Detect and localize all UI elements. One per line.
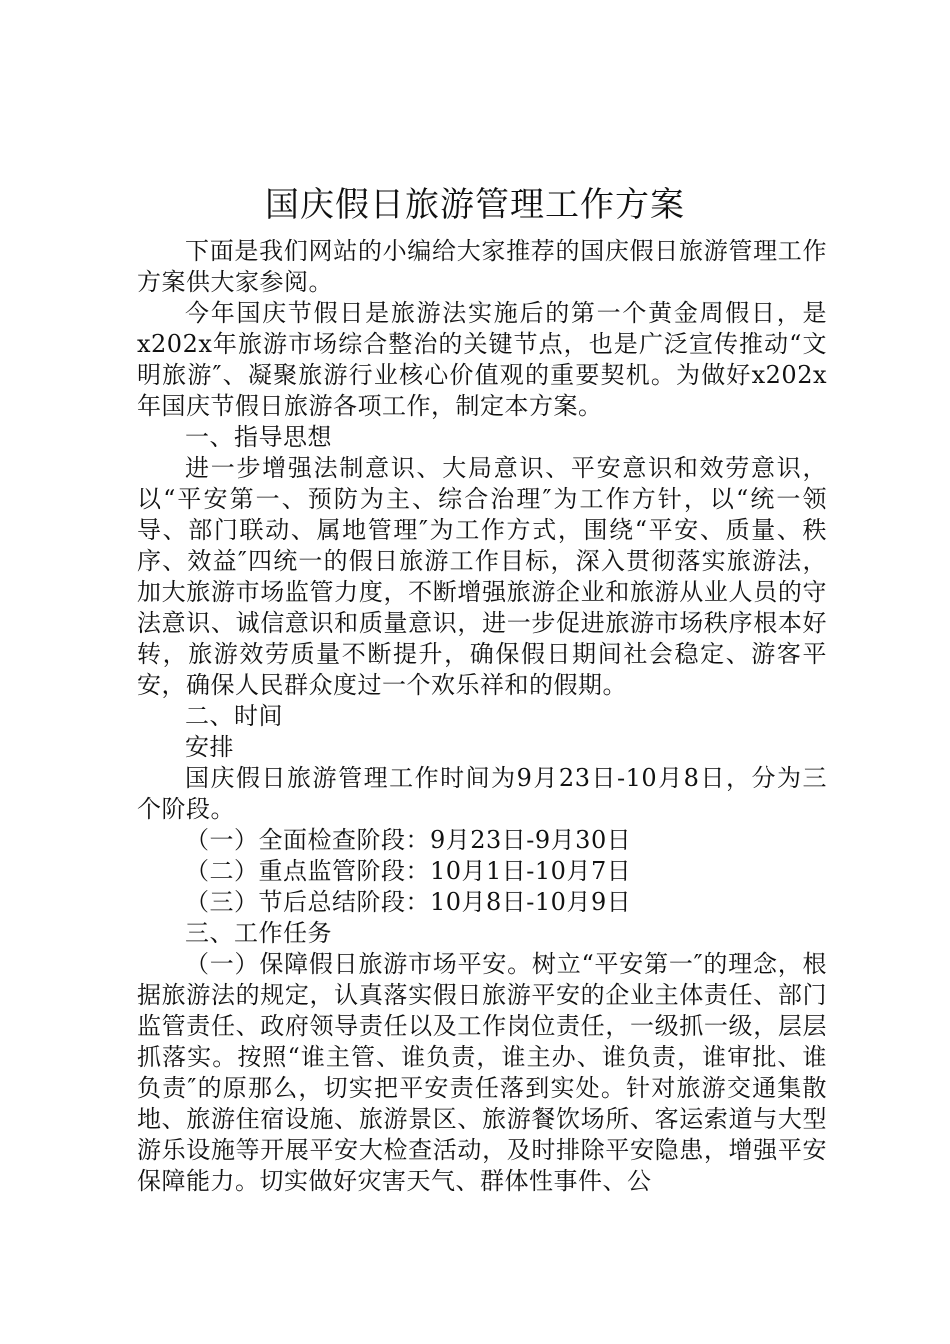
document-body bbox=[137, 236, 827, 1197]
task-safety-paragraph: （一）保障假日旅游市场平安。树立“平安第一″的理念，根据旅游法的规定，认真落实假日旅游平安的企业主体责任、部门监管责任、政府领导责任以及工作岗位责任，一级抓一级，层层抓落实。按照“谁主管、谁负责，谁主办、谁负责，谁审批、谁负责″的原那么，切实把平安责任落到实处。针对旅游交通集散地、旅游住宿设施、旅游景区、旅游餐饮场所、客运索道与大型游乐设施等开展平安大检查活动，及时排除平安隐患，增强平安保障能力。切实做好灾害天气、群体性事件、公 bbox=[137, 950, 827, 1195]
document-title: 国庆假日旅游管理工作方案 bbox=[265, 185, 685, 225]
background-paragraph: 今年国庆节假日是旅游法实施后的第一个黄金周假日，是x202x年旅游市场综合整治的关键节点，也是广泛宣传推动“文明旅游″、凝聚旅游行业核心价值观的重要契机。为做好x202x年国庆节假日旅游各项工作，制定本方案。 bbox=[137, 299, 827, 420]
intro-paragraph: 下面是我们网站的小编给大家推荐的国庆假日旅游管理工作方案供大家参阅。 bbox=[137, 237, 827, 296]
section-heading-guiding-ideology: 一、指导思想 bbox=[185, 423, 332, 451]
phase-item-1: （一）全面检查阶段：9月23日-9月30日 bbox=[185, 826, 632, 854]
phase-item-2: （二）重点监管阶段：10月1日-10月7日 bbox=[185, 857, 632, 885]
phase-item-3: （三）节后总结阶段：10月8日-10月9日 bbox=[185, 888, 632, 916]
section-heading-tasks: 三、工作任务 bbox=[185, 919, 332, 947]
schedule-paragraph: 国庆假日旅游管理工作时间为9月23日-10月8日，分为三个阶段。 bbox=[137, 764, 827, 823]
section-heading-time: 二、时间 bbox=[185, 702, 283, 730]
guiding-ideology-paragraph: 进一步增强法制意识、大局意识、平安意识和效劳意识，以“平安第一、预防为主、综合治理″为工作方针，以“统一领导、部门联动、属地管理″为工作方式，围绕“平安、质量、秩序、效益″四统一的假日旅游工作目标，深入贯彻落实旅游法，加大旅游市场监管力度，不断增强旅游企业和旅游从业人员的守法意识、诚信意识和质量意识，进一步促进旅游市场秩序根本好转，旅游效劳质量不断提升，确保假日期间社会稳定、游客平安，确保人民群众度过一个欢乐祥和的假期。 bbox=[137, 454, 827, 699]
section-heading-arrangement: 安排 bbox=[185, 733, 234, 761]
